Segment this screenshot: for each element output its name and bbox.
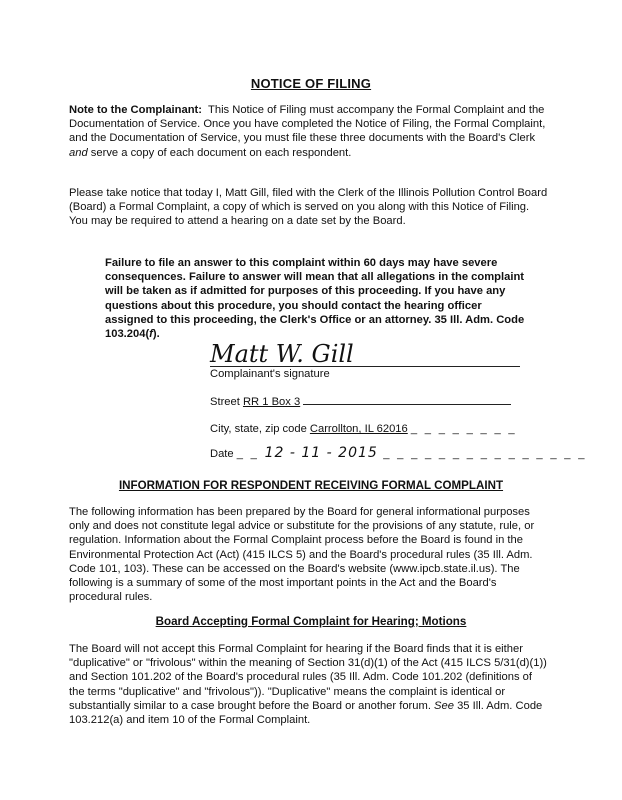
warning-emphasis: f <box>149 328 153 341</box>
street-blank-line <box>303 394 511 405</box>
city-field <box>210 422 517 436</box>
date-label: Date <box>210 448 234 460</box>
board-heading: Board Accepting Formal Complaint for Hearing; Motions <box>155 615 467 628</box>
city-value: Carrollton, IL 62016 <box>309 423 408 435</box>
page-title: NOTICE OF FILING <box>250 76 372 91</box>
warning-tail: ). <box>152 328 160 341</box>
street-field <box>210 394 511 409</box>
notice-paragraph: Please take notice that today I, Matt Gill, filed with the Clerk of the Illinois Pollution Control Board (Board) a Formal Complaint, a copy of which is served on you along with this Notice of Filing. You may be required to attend a hearing on a date set by the Board. <box>69 187 548 228</box>
date-dashes-lead: _ _ <box>236 448 265 460</box>
city-label: City, state, zip code <box>210 423 307 435</box>
board-paragraph <box>69 642 549 727</box>
date-field <box>210 446 587 461</box>
info-paragraph: The following information has been prepared by the Board for general informational purposes only and does not constitute legal advice or substitute for the provisions of any statute, rule, or regulation. Information about the Formal Complaint process before the Board is found in the Environmental Protection Act (Act) (415 ILCS 5) and the Board's procedural rules (35 Ill. Adm. Code 101, 103). These can be accessed on the Board's website (www.ipcb.state.il.us). The following is a summary of some of the most important points in the Act and the Board's procedural rules. <box>69 506 535 604</box>
street-value: RR 1 Box 3 <box>242 396 301 408</box>
signature-text: Matt W. Gill <box>210 340 354 368</box>
note-emphasis: and <box>69 146 88 159</box>
city-dashes: _ _ _ _ _ _ _ _ <box>410 423 517 435</box>
board-see: See <box>434 699 454 712</box>
date-dashes-trail: _ _ _ _ _ _ _ _ _ _ _ _ _ _ _ <box>377 448 587 460</box>
board-tail: 35 Ill. Adm. Code 103.212(a) and item 10 of the Formal Complaint. <box>69 699 543 727</box>
board-text: The Board will not accept this Formal Complaint for hearing if the Board finds that it is either "duplicative" or "frivolous" within the meaning of Section 31(d)(1) of the Act (415 ILCS 5/31(d)(1)) and Section 101.202 of the Board's procedural rules (35 Ill. Adm. Code 101.202 (definitions of the terms "duplicative" and "frivolous")). "Duplicative" means the complaint is identical or substantially similar to a case brought before the Board or another forum. <box>69 643 547 712</box>
info-heading: INFORMATION FOR RESPONDENT RECEIVING FORMAL COMPLAINT <box>118 479 504 492</box>
signature-label: Complainant's signature <box>210 368 330 380</box>
note-lead: Note to the Complainant: <box>69 104 202 116</box>
street-label: Street <box>210 396 240 408</box>
warning-text: Failure to file an answer to this complaint within 60 days may have severe consequences. Failure to answer will mean that all allegations in the complaint will be taken as if admitted for purposes of this proceeding. If you have any questions about this procedure, you should contact the hearing officer assigned to this proceeding, the Clerk's Office or an attorney. 35 Ill. Adm. Code 103.204( <box>105 257 525 341</box>
date-value: 12 - 11 - 2015 <box>264 445 378 461</box>
complainant-note <box>69 103 549 160</box>
note-tail: serve a copy of each document on each respondent. <box>90 146 352 159</box>
warning-paragraph <box>105 256 525 341</box>
handwritten-signature <box>208 336 368 370</box>
note-text: This Notice of Filing must accompany the Formal Complaint and the Documentation of Service. Once you have completed the Notice of Filing, the Formal Complaint, and the Documentation of Service, you must file these three documents with the Board's Clerk <box>69 104 546 145</box>
